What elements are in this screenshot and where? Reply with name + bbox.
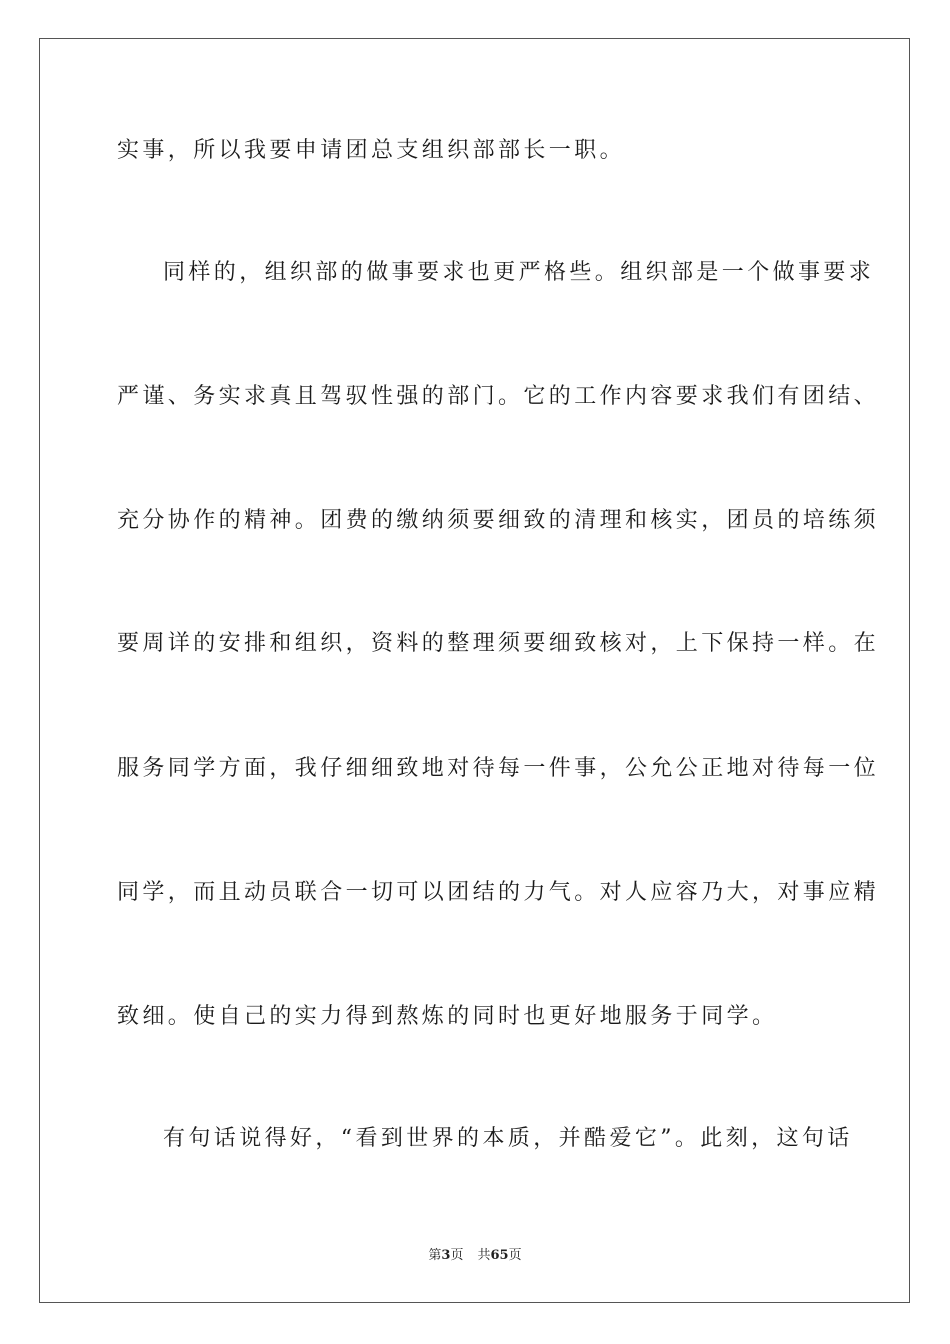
footer-page-prefix: 第	[428, 1248, 442, 1263]
text-line-8: 致细。使自己的实力得到熬炼的同时也更好地服务于同学。	[117, 1004, 778, 1029]
page-border	[39, 38, 910, 1303]
footer-page-number: 3	[441, 1248, 451, 1263]
text-line-5: 要周详的安排和组织，资料的整理须要细致核对，上下保持一样。在	[117, 631, 880, 656]
page-footer	[0, 1247, 950, 1265]
text-line-2: 同样的，组织部的做事要求也更严格些。组织部是一个做事要求	[163, 260, 875, 285]
text-line-7: 同学，而且动员联合一切可以团结的力气。对人应容乃大，对事应精	[117, 880, 880, 905]
text-line-4: 充分协作的精神。团费的缴纳须要细致的清理和核实，团员的培练须	[117, 508, 880, 533]
text-line-1: 实事，所以我要申请团总支组织部部长一职。	[117, 138, 626, 163]
footer-total-prefix: 共	[477, 1248, 491, 1263]
text-line-6: 服务同学方面，我仔细细致地对待每一件事，公允公正地对待每一位	[117, 756, 880, 781]
text-line-9: 有句话说得好，“看到世界的本质，并酷爱它”。此刻，这句话	[163, 1126, 853, 1151]
footer-total-pages: 65	[490, 1248, 509, 1263]
text-line-3: 严谨、务实求真且驾驭性强的部门。它的工作内容要求我们有团结、	[117, 384, 880, 409]
footer-total-suffix: 页	[508, 1248, 522, 1263]
footer-page-suffix: 页	[450, 1248, 464, 1263]
